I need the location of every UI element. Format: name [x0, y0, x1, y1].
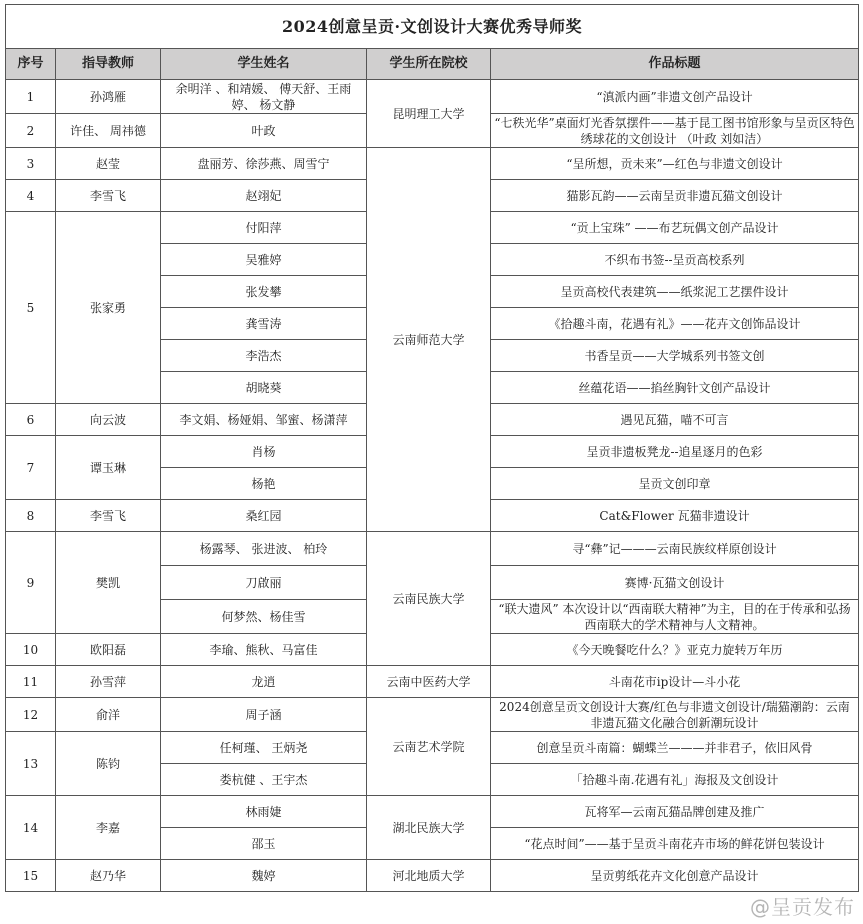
cell-work: 书香呈贡——大学城系列书签文创 [491, 340, 859, 372]
cell-work: 斗南花市ip设计—斗小花 [491, 666, 859, 698]
cell-school: 湖北民族大学 [367, 796, 491, 860]
cell-school: 云南艺术学院 [367, 698, 491, 796]
cell-teacher: 李嘉 [56, 796, 161, 860]
cell-students: 杨艳 [161, 468, 367, 500]
table-row [6, 698, 859, 732]
cell-work: 呈贡剪纸花卉文化创意产品设计 [491, 860, 859, 892]
cell-no: 13 [6, 732, 56, 796]
cell-students: 肖杨 [161, 436, 367, 468]
cell-no: 11 [6, 666, 56, 698]
cell-no: 12 [6, 698, 56, 732]
cell-work: “贡上宝珠” ——布艺玩偶文创产品设计 [491, 212, 859, 244]
cell-teacher: 俞洋 [56, 698, 161, 732]
cell-students: 赵翊妃 [161, 180, 367, 212]
cell-no: 10 [6, 634, 56, 666]
cell-work: 呈贡非遗板凳龙--追星逐月的色彩 [491, 436, 859, 468]
cell-teacher: 欧阳磊 [56, 634, 161, 666]
col-header-work: 作品标题 [491, 49, 859, 80]
cell-work: 「拾趣斗南.花遇有礼」海报及文创设计 [491, 764, 859, 796]
cell-work: 2024创意呈贡文创设计大赛/红色与非遗文创设计/瑞猫潮韵：云南非遗瓦猫文化融合创新潮玩设计 [491, 698, 859, 732]
cell-work: 瓦将军—云南瓦猫品牌创建及推广 [491, 796, 859, 828]
cell-work: 呈贡文创印章 [491, 468, 859, 500]
cell-school: 云南师范大学 [367, 148, 491, 532]
cell-work: 丝蕴花语——掐丝胸针文创产品设计 [491, 372, 859, 404]
table-row [6, 148, 859, 180]
cell-teacher: 孙雪萍 [56, 666, 161, 698]
cell-no: 14 [6, 796, 56, 860]
cell-school: 云南中医药大学 [367, 666, 491, 698]
cell-teacher: 孙鸿雁 [56, 80, 161, 114]
cell-students: 李浩杰 [161, 340, 367, 372]
cell-no: 2 [6, 114, 56, 148]
cell-work: “七秩光华”桌面灯光香氛摆件——基于昆工图书馆形象与呈贡区特色绣球花的文创设计 （叶政 刘如洁） [491, 114, 859, 148]
cell-work: “联大遗风” 本次设计以“西南联大精神”为主，目的在于传承和弘扬西南联大的学术精神与人文精神。 [491, 600, 859, 634]
cell-teacher: 向云波 [56, 404, 161, 436]
cell-no: 9 [6, 532, 56, 634]
cell-work: “呈所想，贡未来”—红色与非遗文创设计 [491, 148, 859, 180]
cell-students: 付阳萍 [161, 212, 367, 244]
cell-teacher: 李雪飞 [56, 500, 161, 532]
cell-work: 不织布书签--呈贡高校系列 [491, 244, 859, 276]
cell-students: 何梦然、杨佳雪 [161, 600, 367, 634]
cell-no: 7 [6, 436, 56, 500]
cell-school: 昆明理工大学 [367, 80, 491, 148]
cell-teacher: 许佳、 周祎德 [56, 114, 161, 148]
cell-teacher: 赵莹 [56, 148, 161, 180]
cell-students: 魏婷 [161, 860, 367, 892]
col-header-teacher: 指导教师 [56, 49, 161, 80]
cell-no: 6 [6, 404, 56, 436]
cell-work: 创意呈贡斗南篇：蝴蝶兰———并非君子，依旧风骨 [491, 732, 859, 764]
table-row [6, 80, 859, 114]
cell-teacher: 李雪飞 [56, 180, 161, 212]
cell-students: 龙逍 [161, 666, 367, 698]
cell-teacher: 赵乃华 [56, 860, 161, 892]
cell-students: 娄杭健 、王宇杰 [161, 764, 367, 796]
cell-school: 河北地质大学 [367, 860, 491, 892]
cell-students: 李瑜、熊秋、马富佳 [161, 634, 367, 666]
table-row [6, 666, 859, 698]
col-header-no: 序号 [6, 49, 56, 80]
cell-work: Cat&Flower 瓦猫非遗设计 [491, 500, 859, 532]
cell-students: 胡晓葵 [161, 372, 367, 404]
table-row [6, 796, 859, 828]
cell-students: 吴雅婷 [161, 244, 367, 276]
cell-teacher: 谭玉琳 [56, 436, 161, 500]
cell-no: 3 [6, 148, 56, 180]
cell-teacher: 张家勇 [56, 212, 161, 404]
cell-work: 猫影瓦韵——云南呈贡非遗瓦猫文创设计 [491, 180, 859, 212]
cell-work: “花点时间”——基于呈贡斗南花卉市场的鲜花饼包装设计 [491, 828, 859, 860]
cell-students: 盘丽芳、徐莎燕、周雪宁 [161, 148, 367, 180]
cell-students: 周子涵 [161, 698, 367, 732]
cell-teacher: 樊凯 [56, 532, 161, 634]
cell-no: 15 [6, 860, 56, 892]
page-title: 2024创意呈贡·文创设计大赛优秀导师奖 [6, 5, 859, 49]
cell-students: 李文娟、杨娅娟、邹蜜、杨潇萍 [161, 404, 367, 436]
cell-students: 刀啟丽 [161, 566, 367, 600]
cell-students: 桑红园 [161, 500, 367, 532]
watermark: @呈贡发布 [750, 895, 855, 919]
col-header-students: 学生姓名 [161, 49, 367, 80]
cell-students: 张发攀 [161, 276, 367, 308]
award-table [5, 4, 859, 892]
cell-students: 叶政 [161, 114, 367, 148]
cell-no: 5 [6, 212, 56, 404]
table-row [6, 860, 859, 892]
col-header-school: 学生所在院校 [367, 49, 491, 80]
cell-work: 《今天晚餐吃什么？》亚克力旋转万年历 [491, 634, 859, 666]
cell-no: 4 [6, 180, 56, 212]
cell-no: 1 [6, 80, 56, 114]
cell-work: 遇见瓦猫，喵不可言 [491, 404, 859, 436]
cell-students: 余明洋 、和靖媛、 傅天舒、王雨婷、 杨文静 [161, 80, 367, 114]
cell-work: 呈贡高校代表建筑——纸浆泥工艺摆件设计 [491, 276, 859, 308]
cell-students: 任柯瑾、 王炳尧 [161, 732, 367, 764]
cell-no: 8 [6, 500, 56, 532]
header-row [6, 49, 859, 80]
cell-work: “滇派内画”非遗文创产品设计 [491, 80, 859, 114]
cell-students: 邵玉 [161, 828, 367, 860]
cell-work: 赛博·瓦猫文创设计 [491, 566, 859, 600]
cell-students: 杨露琴、 张进波、 柏玲 [161, 532, 367, 566]
cell-students: 林雨婕 [161, 796, 367, 828]
cell-school: 云南民族大学 [367, 532, 491, 666]
cell-students: 龚雪涛 [161, 308, 367, 340]
table-row [6, 532, 859, 566]
cell-teacher: 陈钧 [56, 732, 161, 796]
cell-work: 《拾趣斗南，花遇有礼》——花卉文创饰品设计 [491, 308, 859, 340]
cell-work: 寻“彝”记———云南民族纹样原创设计 [491, 532, 859, 566]
